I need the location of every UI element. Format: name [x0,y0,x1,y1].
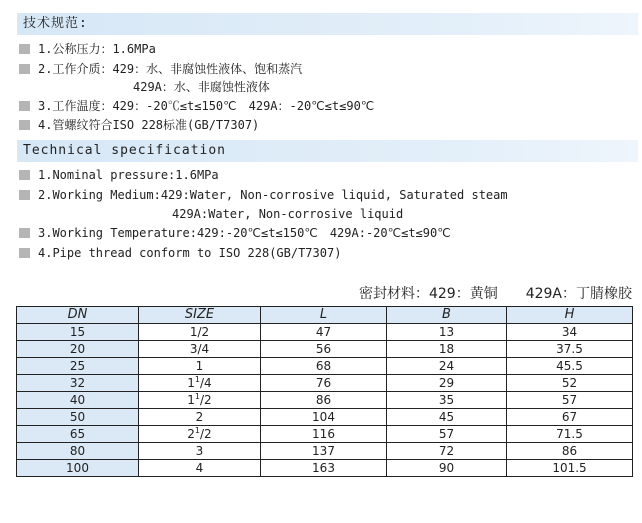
cn-spec-pressure: 1.公称压力：1.6MPa [38,42,156,56]
size-rest: /4 [200,376,212,390]
cell-size [139,324,261,341]
size-rest: /2 [200,427,212,441]
cell-size [139,460,261,477]
table-row [17,375,633,392]
size-rest: 1 [195,359,204,373]
cell-dn: 15 [17,324,139,341]
square-bullet-icon [19,101,30,111]
cell-h: 34 [507,324,633,341]
cell-size [139,341,261,358]
cell-dn: 32 [17,375,139,392]
square-bullet-icon [19,190,30,200]
cn-spec-medium: 2.工作介质：429：水、非腐蚀性液体、饱和蒸汽 [38,62,303,76]
cell-h: 101.5 [507,460,633,477]
cell-b: 90 [387,460,507,477]
cell-b: 13 [387,324,507,341]
en-spec-temperature: 3.Working Temperature:429:-20℃≤t≤150℃ 429A:-20℃≤t≤90℃ [38,226,451,240]
table-row [17,358,633,375]
seal-material-note: 密封材料：429：黄铜 429A：丁腈橡胶 [358,286,632,302]
square-bullet-icon [19,170,30,180]
size-whole: 2 [187,427,195,441]
size-whole: 1 [187,393,195,407]
cell-b: 35 [387,392,507,409]
cell-dn: 20 [17,341,139,358]
cell-l: 86 [261,392,387,409]
col-header-size: SIZE [139,307,261,324]
size-rest: /2 [200,393,212,407]
cell-size [139,375,261,392]
cell-l: 76 [261,375,387,392]
en-spec-header: Technical specification [17,140,638,162]
col-header-b: B [387,307,507,324]
cell-dn: 25 [17,358,139,375]
cell-l: 116 [261,426,387,443]
size-numerator: 1 [194,392,201,401]
table-row [17,443,633,460]
table-row [17,324,633,341]
square-bullet-icon [19,228,30,238]
cell-h: 52 [507,375,633,392]
size-rest: 3 [195,444,204,458]
en-spec-medium: 2.Working Medium:429:Water, Non-corrosive liquid, Saturated steam [38,188,508,202]
square-bullet-icon [19,64,30,74]
dimension-table [16,306,633,477]
cn-spec-temperature: 3.工作温度：429：-20℃≤t≤150℃ 429A：-20℃≤t≤90℃ [38,99,375,113]
size-numerator: 1 [194,375,201,384]
col-header-dn: DN [17,307,139,324]
cell-size [139,443,261,460]
en-spec-medium-cont: 429A:Water, Non-corrosive liquid [172,207,404,221]
cell-h: 45.5 [507,358,633,375]
size-rest: 2 [195,410,204,424]
cell-h: 67 [507,409,633,426]
en-spec-thread: 4.Pipe thread conform to ISO 228(GB/T7307) [38,246,342,260]
table-row [17,409,633,426]
cell-size [139,409,261,426]
cell-l: 163 [261,460,387,477]
size-rest: 4 [195,461,204,475]
col-header-l: L [261,307,387,324]
cell-h: 57 [507,392,633,409]
size-rest: 3/4 [189,342,210,356]
table-row [17,460,633,477]
table-row [17,426,633,443]
cell-l: 47 [261,324,387,341]
cell-h: 86 [507,443,633,460]
table-header-row [17,307,633,324]
cell-dn: 100 [17,460,139,477]
table-row [17,341,633,358]
cell-dn: 80 [17,443,139,460]
en-spec-pressure: 1.Nominal pressure:1.6MPa [38,168,219,182]
cell-b: 45 [387,409,507,426]
cell-b: 72 [387,443,507,460]
cell-dn: 50 [17,409,139,426]
cell-b: 24 [387,358,507,375]
cell-l: 68 [261,358,387,375]
cn-spec-thread: 4.管螺纹符合ISO 228标准(GB/T7307) [38,118,260,132]
cell-h: 37.5 [507,341,633,358]
square-bullet-icon [19,44,30,54]
cell-size [139,358,261,375]
col-header-h: H [507,307,633,324]
cell-b: 57 [387,426,507,443]
size-rest: 1/2 [189,325,210,339]
cell-l: 56 [261,341,387,358]
square-bullet-icon [19,248,30,258]
cell-l: 137 [261,443,387,460]
cell-l: 104 [261,409,387,426]
table-row [17,392,633,409]
cell-size [139,392,261,409]
cell-dn: 40 [17,392,139,409]
cell-b: 18 [387,341,507,358]
cell-b: 29 [387,375,507,392]
cell-h: 71.5 [507,426,633,443]
cell-size [139,426,261,443]
cell-dn: 65 [17,426,139,443]
cn-spec-medium-cont: 429A：水、非腐蚀性液体 [133,80,270,94]
square-bullet-icon [19,120,30,130]
size-numerator: 1 [194,426,201,435]
size-whole: 1 [187,376,195,390]
cn-spec-header: 技术规范: [17,13,638,35]
